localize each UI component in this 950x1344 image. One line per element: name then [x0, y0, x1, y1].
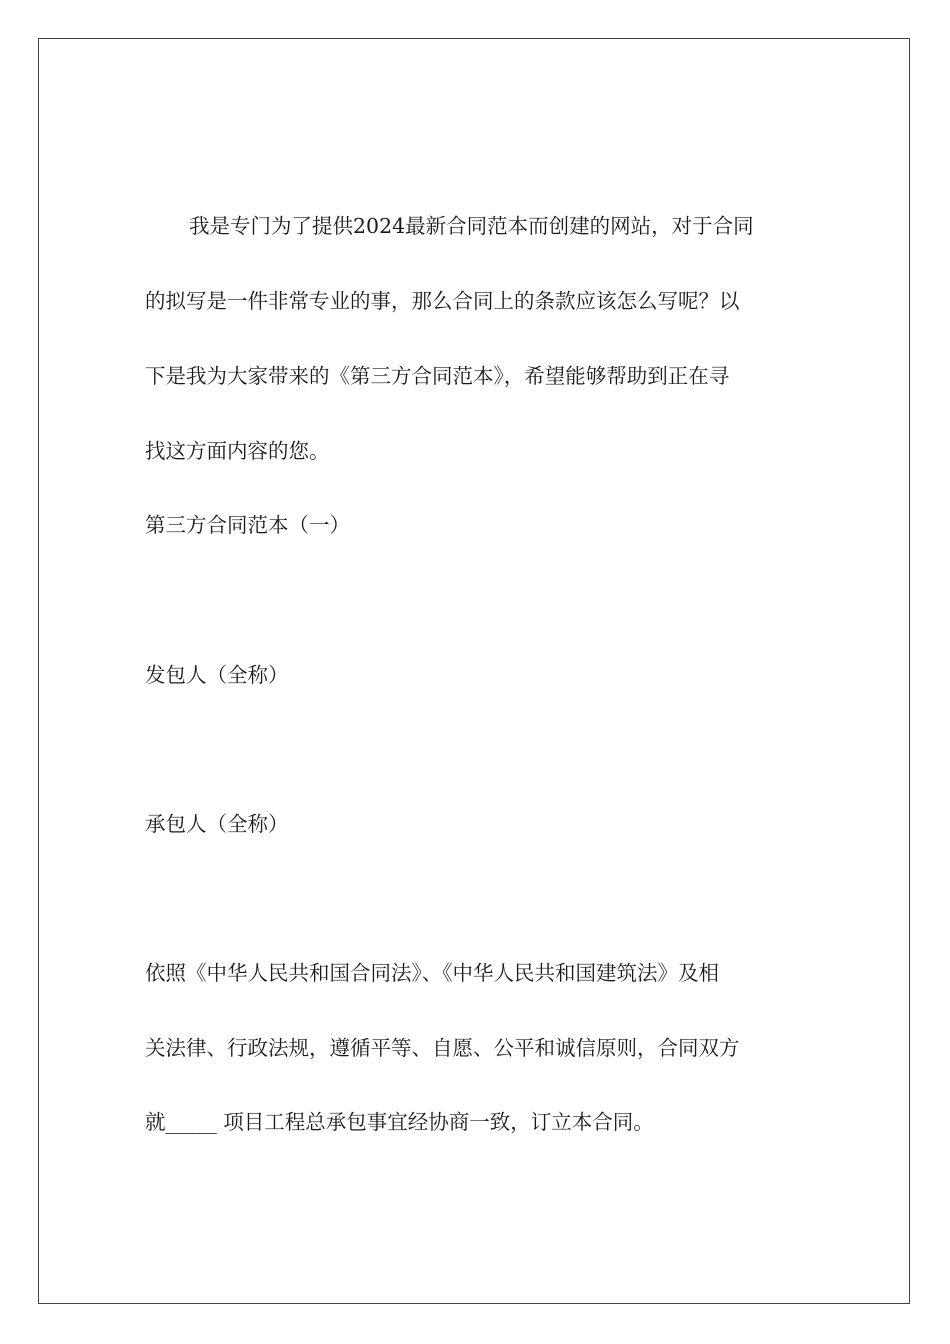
- intro-line-2: 的拟写是一件非常专业的事，那么合同上的条款应该怎么写呢？以: [145, 289, 740, 313]
- intro-line-3: 下是我为大家带来的《第三方合同范本》，希望能够帮助到正在寻: [145, 364, 730, 388]
- body-line-3: 就_____ 项目工程总承包事宜经协商一致，订立本合同。: [145, 1110, 654, 1134]
- section-title: 第三方合同范本（一）: [145, 513, 350, 537]
- party-b-label: 承包人（全称）: [145, 812, 289, 836]
- intro-line-1: 我是专门为了提供2024最新合同范本而创建的网站，对于合同: [189, 214, 754, 238]
- body-line-2: 关法律、行政法规，遵循平等、自愿、公平和诚信原则，合同双方: [145, 1036, 740, 1060]
- party-a-label: 发包人（全称）: [145, 663, 289, 687]
- intro-line-4: 找这方面内容的您。: [145, 439, 330, 463]
- body-line-1: 依照《中华人民共和国合同法》、《中华人民共和国建筑法》及相: [145, 961, 719, 985]
